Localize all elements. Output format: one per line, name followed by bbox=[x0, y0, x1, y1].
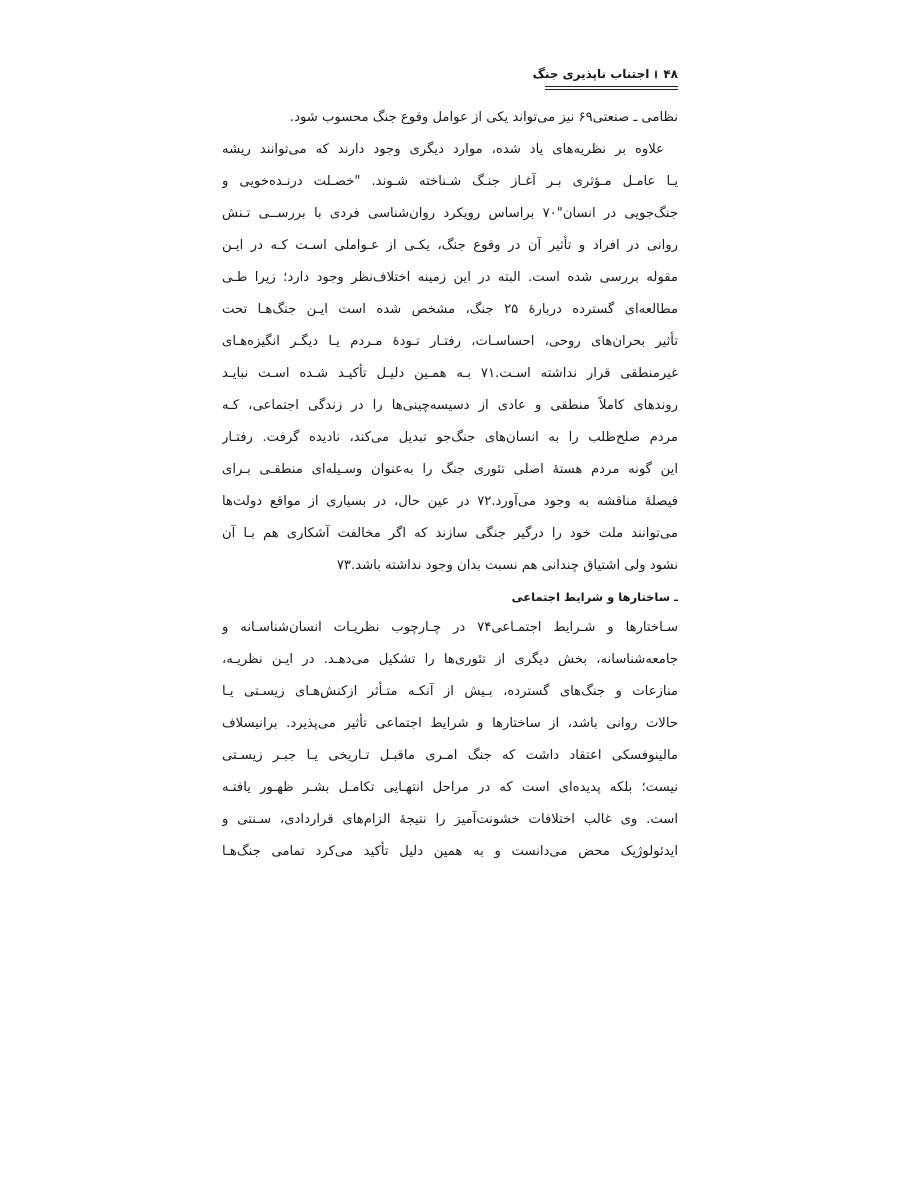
text-line: فیصلهٔ مناقشه به وجود می‌آورد.۷۲ در عین حال، در بسیاری از مواقع دولت‌ها bbox=[222, 494, 678, 509]
text-line: جامعه‌شناسانه، بخش دیگری از تئوری‌ها را تشکیل می‌دهـد. در ایـن نظریـه، bbox=[222, 652, 678, 667]
book-title: اجتناب ناپذیری جنگ bbox=[532, 67, 650, 81]
header-double-rule bbox=[545, 86, 678, 90]
text-line: علاوه بر نظریه‌های یاد شده، موارد دیگری وجود دارند که می‌توانند ریشه bbox=[222, 142, 664, 157]
text-line: تأثیر بحران‌های روحی، احساسـات، رفتـار تـودهٔ مـردم یـا دیگـر انگیزه‌هـای bbox=[222, 334, 678, 349]
text-line: ایدئولوژیک محض می‌دانست و به همین دلیل تأکید می‌کرد تمامی جنگ‌هـا bbox=[222, 844, 678, 859]
text-line: مردم صلح‌طلب را به انسان‌های جنگ‌جو تبدیل می‌کند، نادیده گرفت. رفتـار bbox=[222, 430, 678, 445]
text-line: مالینوفسکی اعتقاد داشت که جنگ امـری ماقبـل تـاریخی یـا جبـر زیسـتی bbox=[222, 748, 678, 763]
body-text bbox=[222, 102, 678, 868]
text-line: روانی در افراد و تأثیر آن در وقوع جنگ، یکـی از عـواملی اسـت کـه در ایـن bbox=[222, 238, 678, 253]
text-line: روندهای کاملاً منطقی و عادی از دسیسه‌چینی‌ها را در زندگی اجتماعی، کـه bbox=[222, 398, 678, 413]
text-line: این گونه مردم هستهٔ اصلی تئوری جنگ را به‌عنوان وسـیله‌ای منطقـی بـرای bbox=[222, 462, 678, 477]
text-line: نیست؛ بلکه پدیده‌ای است که در مراحل انتهـایی تکامـل بشـر ظهـور یافتـه bbox=[222, 780, 678, 795]
text-line: است. وی غالب اختلافات خشونت‌آمیز را نتیجهٔ الزام‌های قراردادی، سـنتی و bbox=[222, 812, 678, 827]
text-line: مطالعه‌ای گسترده دربارهٔ ۲۵ جنگ، مشخص شده است ایـن جنگ‌هـا تحت bbox=[222, 302, 678, 317]
text-line: می‌توانند ملت خود را درگیر جنگی سازند که اگر مخالفت آشکاری هم بـا آن bbox=[222, 526, 678, 541]
text-line: غیرمنطقی قرار نداشته اسـت.۷۱ بـه همـین دلیـل تأکیـد شـده اسـت نبایـد bbox=[222, 366, 678, 381]
text-line: مقوله بررسی شده است. البته در این زمینه اختلاف‌نظر وجود دارد؛ زیرا طـی bbox=[222, 270, 678, 285]
running-header bbox=[532, 62, 678, 86]
paragraph-2 bbox=[222, 134, 678, 582]
text-line: نظامی ـ صنعتی۶۹ نیز می‌تواند یکی از عوامل وقوع جنگ محسوب شود. bbox=[289, 110, 678, 125]
text-line: یـا عامـل مـؤثری بـر آغـاز جنـگ شـناخته شـوند. "خصـلت درنـده‌خویی و bbox=[222, 174, 678, 189]
text-line: حالات روانی باشد، از ساختارها و شرایط اجتماعی تأثیر می‌پذیرد. برانیسلاف bbox=[222, 716, 678, 731]
text-line: جنگ‌جویی در انسان"۷۰ براساس رویکرد روان‌شناسی فردی با بررســی تـنش bbox=[222, 206, 678, 221]
paragraph-1 bbox=[222, 102, 678, 134]
text-line: نشود ولی اشتیاق چندانی هم نسبت بدان وجود نداشته باشد.۷۳ bbox=[336, 558, 678, 573]
text-line: سـاختارها و شـرایط اجتمـاعی۷۴ در چـارچوب نظریـات انسان‌شناسـانه و bbox=[222, 620, 678, 635]
page-number: ۴۸ bbox=[663, 67, 678, 81]
circle-separator-icon bbox=[655, 70, 657, 79]
paragraph-3 bbox=[222, 612, 678, 868]
text-line: منازعات و جنگ‌های گسترده، بـیش از آنکـه متـأثر ازکنش‌هـای زیسـتی یـا bbox=[222, 684, 678, 699]
section-heading: ـ ساختارها و شرایط اجتماعی bbox=[511, 590, 678, 604]
